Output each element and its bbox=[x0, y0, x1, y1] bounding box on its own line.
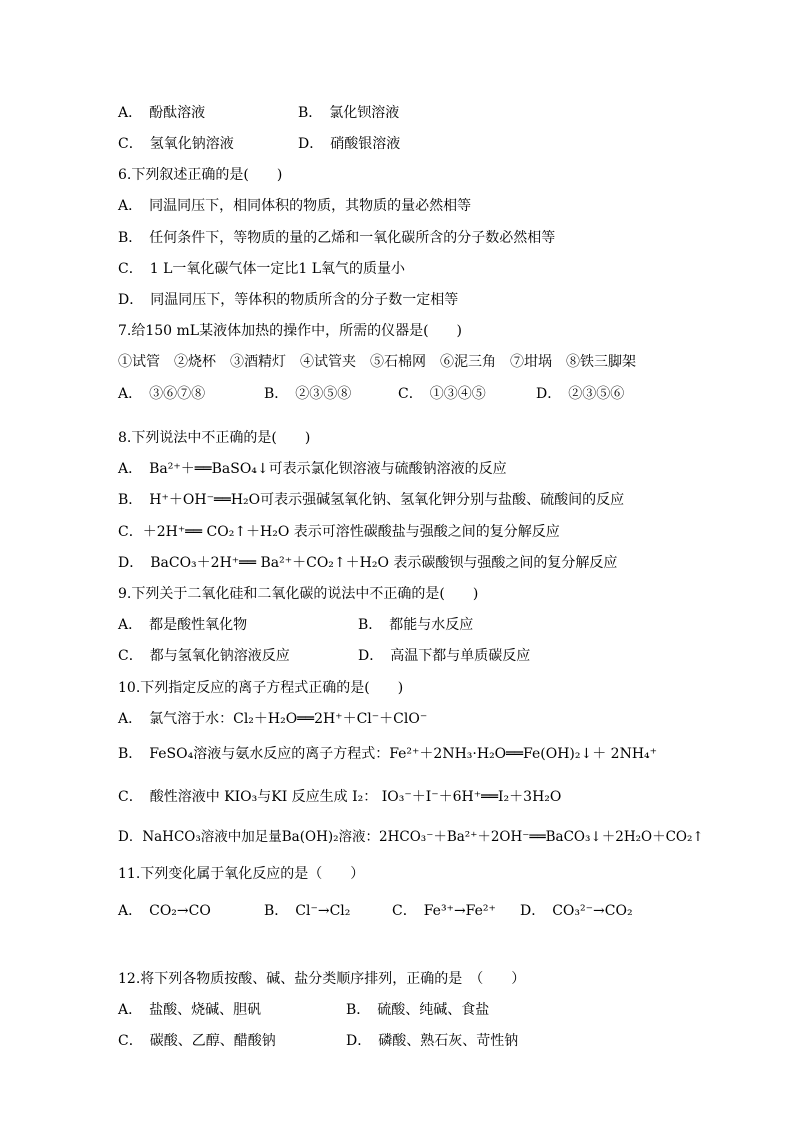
q8-option-d: D． BaCO₃＋2H⁺══ Ba²⁺＋CO₂↑＋H₂O 表示碳酸钡与强酸之间的复分解反应 bbox=[118, 555, 618, 571]
q11-option-b: B． Cl⁻→Cl₂ bbox=[264, 903, 351, 919]
q12-options-row1 bbox=[118, 1001, 490, 1019]
q10-option-a: A． 氯气溶于水：Cl₂＋H₂O══2H⁺＋Cl⁻＋ClO⁻ bbox=[118, 711, 428, 727]
q5-option-a: A． 酚酞溶液 bbox=[118, 105, 206, 121]
q12-option-a: A． 盐酸、烧碱、胆矾 bbox=[118, 1002, 262, 1018]
q5-option-c: C． 氢氧化钠溶液 bbox=[118, 136, 234, 152]
q6-option-c: C． 1 L一氧化碳气体一定比1 L氧气的质量小 bbox=[118, 261, 406, 277]
q9-option-a: A． 都是酸性氧化物 bbox=[118, 617, 248, 633]
q9-option-c: C． 都与氢氧化钠溶液反应 bbox=[118, 648, 290, 664]
q6-option-d: D． 同温同压下，等体积的物质所含的分子数一定相等 bbox=[118, 292, 459, 308]
q9-option-b: B． 都能与水反应 bbox=[358, 617, 474, 633]
q6-option-b: B． 任何条件下，等物质的量的乙烯和一氧化碳所含的分子数必然相等 bbox=[118, 230, 556, 246]
q11-stem: 11.下列变化属于氧化反应的是（ ） bbox=[118, 866, 365, 882]
q5-options-row1 bbox=[118, 104, 400, 122]
q7-option-c: C． ①③④⑤ bbox=[398, 386, 486, 402]
q10-option-c: C． 酸性溶液中 KIO₃与KI 反应生成 I₂： IO₃⁻＋I⁻＋6H⁺══I₂＋3H₂O bbox=[118, 789, 562, 805]
q9-options-row2 bbox=[118, 647, 531, 665]
q5-option-d: D． 硝酸银溶液 bbox=[298, 136, 401, 152]
q9-stem: 9.下列关于二氧化硅和二氧化碳的说法中不正确的是( ) bbox=[118, 586, 479, 602]
q5-option-b: B． 氯化钡溶液 bbox=[298, 105, 400, 121]
q11-options-row bbox=[118, 902, 633, 920]
q6-option-a: A． 同温同压下，相同体积的物质，其物质的量必然相等 bbox=[118, 198, 472, 214]
q12-options-row2 bbox=[118, 1032, 519, 1050]
q7-stem: 7.给150 mL某液体加热的操作中，所需的仪器是( ) bbox=[118, 323, 463, 339]
q10-option-d: D．NaHCO₃溶液中加足量Ba(OH)₂溶液：2HCO₃⁻＋Ba²⁺＋2OH⁻══BaCO₃↓＋2H₂O＋CO₂↑ bbox=[118, 829, 704, 845]
q12-option-b: B． 硫酸、纯碱、食盐 bbox=[346, 1002, 490, 1018]
q7-options-row bbox=[118, 385, 625, 403]
q12-stem: 12.将下列各物质按酸、碱、盐分类顺序排列，正确的是 （ ） bbox=[118, 971, 526, 987]
q6-stem: 6.下列叙述正确的是( ) bbox=[118, 167, 283, 183]
q5-options-row2 bbox=[118, 135, 401, 153]
q7-option-a: A． ③⑥⑦⑧ bbox=[118, 386, 206, 402]
q8-option-a: A． Ba²⁺＋══BaSO₄↓可表示氯化钡溶液与硫酸钠溶液的反应 bbox=[118, 461, 507, 477]
q12-option-d: D． 磷酸、熟石灰、苛性钠 bbox=[346, 1033, 519, 1049]
q12-option-c: C． 碳酸、乙醇、醋酸钠 bbox=[118, 1033, 276, 1049]
q11-option-d: D． CO₃²⁻→CO₂ bbox=[520, 903, 633, 919]
q10-stem: 10.下列指定反应的离子方程式正确的是( ) bbox=[118, 680, 404, 696]
q9-option-d: D． 高温下都与单质碳反应 bbox=[358, 648, 531, 664]
q7-option-b: B． ②③⑤⑧ bbox=[264, 386, 352, 402]
q11-option-a: A． CO₂→CO bbox=[118, 903, 211, 919]
q9-options-row1 bbox=[118, 616, 474, 634]
q8-stem: 8.下列说法中不正确的是( ) bbox=[118, 430, 311, 446]
q8-option-b: B． H⁺＋OH⁻══H₂O可表示强碱氢氧化钠、氢氧化钾分别与盐酸、硫酸间的反应 bbox=[118, 492, 625, 508]
q7-option-d: D． ②③⑤⑥ bbox=[536, 386, 625, 402]
q11-option-c: C． Fe³⁺→Fe²⁺ bbox=[392, 903, 496, 919]
q8-option-c: C．＋2H⁺══ CO₂↑＋H₂O 表示可溶性碳酸盐与强酸之间的复分解反应 bbox=[118, 524, 560, 540]
q7-instrument-list: ①试管 ②烧杯 ③酒精灯 ④试管夹 ⑤石棉网 ⑥泥三角 ⑦坩埚 ⑧铁三脚架 bbox=[118, 354, 636, 370]
q10-option-b: B． FeSO₄溶液与氨水反应的离子方程式：Fe²⁺＋2NH₃·H₂O══Fe(OH)₂↓＋ 2NH₄⁺ bbox=[118, 746, 658, 762]
